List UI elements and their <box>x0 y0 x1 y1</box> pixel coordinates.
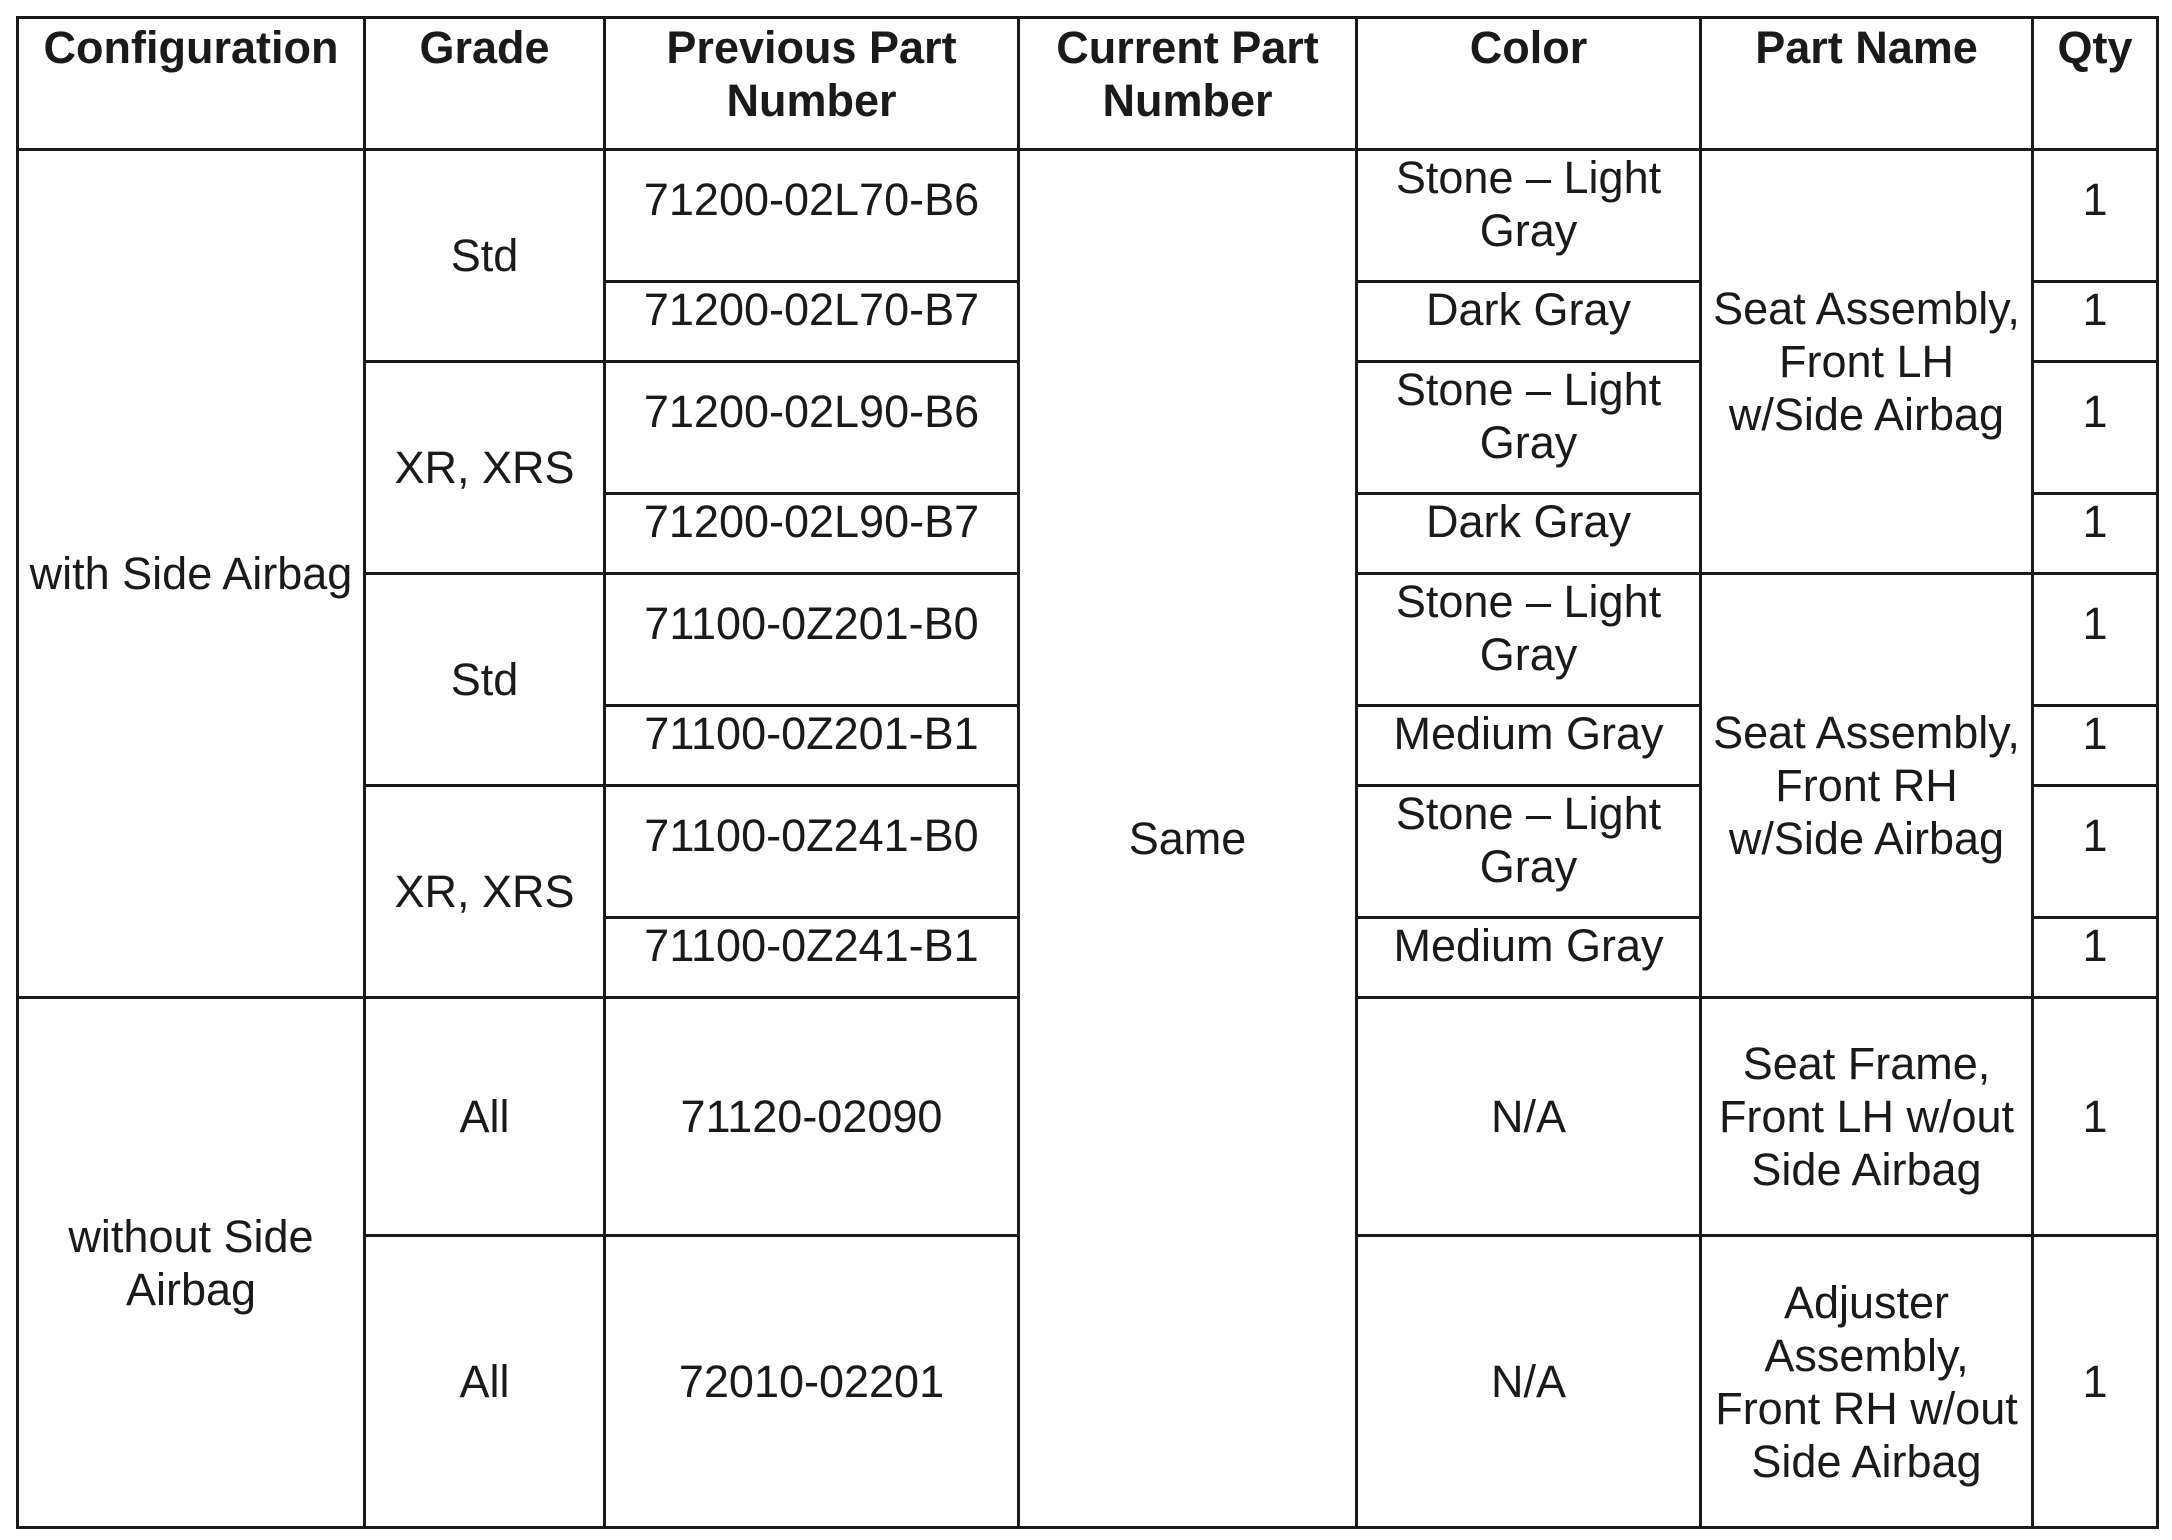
qty-cell: 1 <box>2033 1236 2158 1528</box>
grade-cell: XR, XRS <box>365 362 605 574</box>
header-previous-part-number: Previous Part Number <box>605 18 1019 150</box>
part-name-cell: Seat Assembly, Front LH w/Side Airbag <box>1701 150 2033 574</box>
color-cell: Dark Gray <box>1357 494 1701 574</box>
grade-cell: XR, XRS <box>365 786 605 998</box>
configuration-cell: without Side Airbag <box>18 998 365 1528</box>
qty-cell: 1 <box>2033 574 2158 706</box>
part-name-cell: Seat Frame, Front LH w/out Side Airbag <box>1701 998 2033 1236</box>
table-row <box>18 150 2158 282</box>
previous-part-number-cell: 71200-02L90-B6 <box>605 362 1019 494</box>
parts-table <box>16 16 2159 1529</box>
color-cell: Stone – Light Gray <box>1357 150 1701 282</box>
color-cell: N/A <box>1357 1236 1701 1528</box>
previous-part-number-cell: 71100-0Z241-B0 <box>605 786 1019 918</box>
color-cell: N/A <box>1357 998 1701 1236</box>
header-configuration: Configuration <box>18 18 365 150</box>
previous-part-number-cell: 71200-02L70-B7 <box>605 282 1019 362</box>
previous-part-number-cell: 71200-02L70-B6 <box>605 150 1019 282</box>
color-cell: Stone – Light Gray <box>1357 786 1701 918</box>
color-cell: Medium Gray <box>1357 706 1701 786</box>
header-qty: Qty <box>2033 18 2158 150</box>
color-cell: Dark Gray <box>1357 282 1701 362</box>
previous-part-number-cell: 71100-0Z201-B0 <box>605 574 1019 706</box>
qty-cell: 1 <box>2033 998 2158 1236</box>
color-cell: Stone – Light Gray <box>1357 574 1701 706</box>
header-color: Color <box>1357 18 1701 150</box>
qty-cell: 1 <box>2033 282 2158 362</box>
previous-part-number-cell: 72010-02201 <box>605 1236 1019 1528</box>
qty-cell: 1 <box>2033 362 2158 494</box>
color-cell: Stone – Light Gray <box>1357 362 1701 494</box>
grade-cell: Std <box>365 574 605 786</box>
configuration-cell: with Side Airbag <box>18 150 365 998</box>
header-part-name: Part Name <box>1701 18 2033 150</box>
grade-cell: Std <box>365 150 605 362</box>
previous-part-number-cell: 71120-02090 <box>605 998 1019 1236</box>
qty-cell: 1 <box>2033 494 2158 574</box>
part-name-cell: Adjuster Assembly, Front RH w/out Side Airbag <box>1701 1236 2033 1528</box>
grade-cell: All <box>365 998 605 1236</box>
color-cell: Medium Gray <box>1357 918 1701 998</box>
previous-part-number-cell: 71100-0Z241-B1 <box>605 918 1019 998</box>
qty-cell: 1 <box>2033 150 2158 282</box>
part-name-cell: Seat Assembly, Front RH w/Side Airbag <box>1701 574 2033 998</box>
header-row <box>18 18 2158 150</box>
header-current-part-number: Current Part Number <box>1019 18 1357 150</box>
previous-part-number-cell: 71200-02L90-B7 <box>605 494 1019 574</box>
qty-cell: 1 <box>2033 706 2158 786</box>
header-grade: Grade <box>365 18 605 150</box>
qty-cell: 1 <box>2033 918 2158 998</box>
qty-cell: 1 <box>2033 786 2158 918</box>
grade-cell: All <box>365 1236 605 1528</box>
current-part-number-cell: Same <box>1019 150 1357 1528</box>
previous-part-number-cell: 71100-0Z201-B1 <box>605 706 1019 786</box>
